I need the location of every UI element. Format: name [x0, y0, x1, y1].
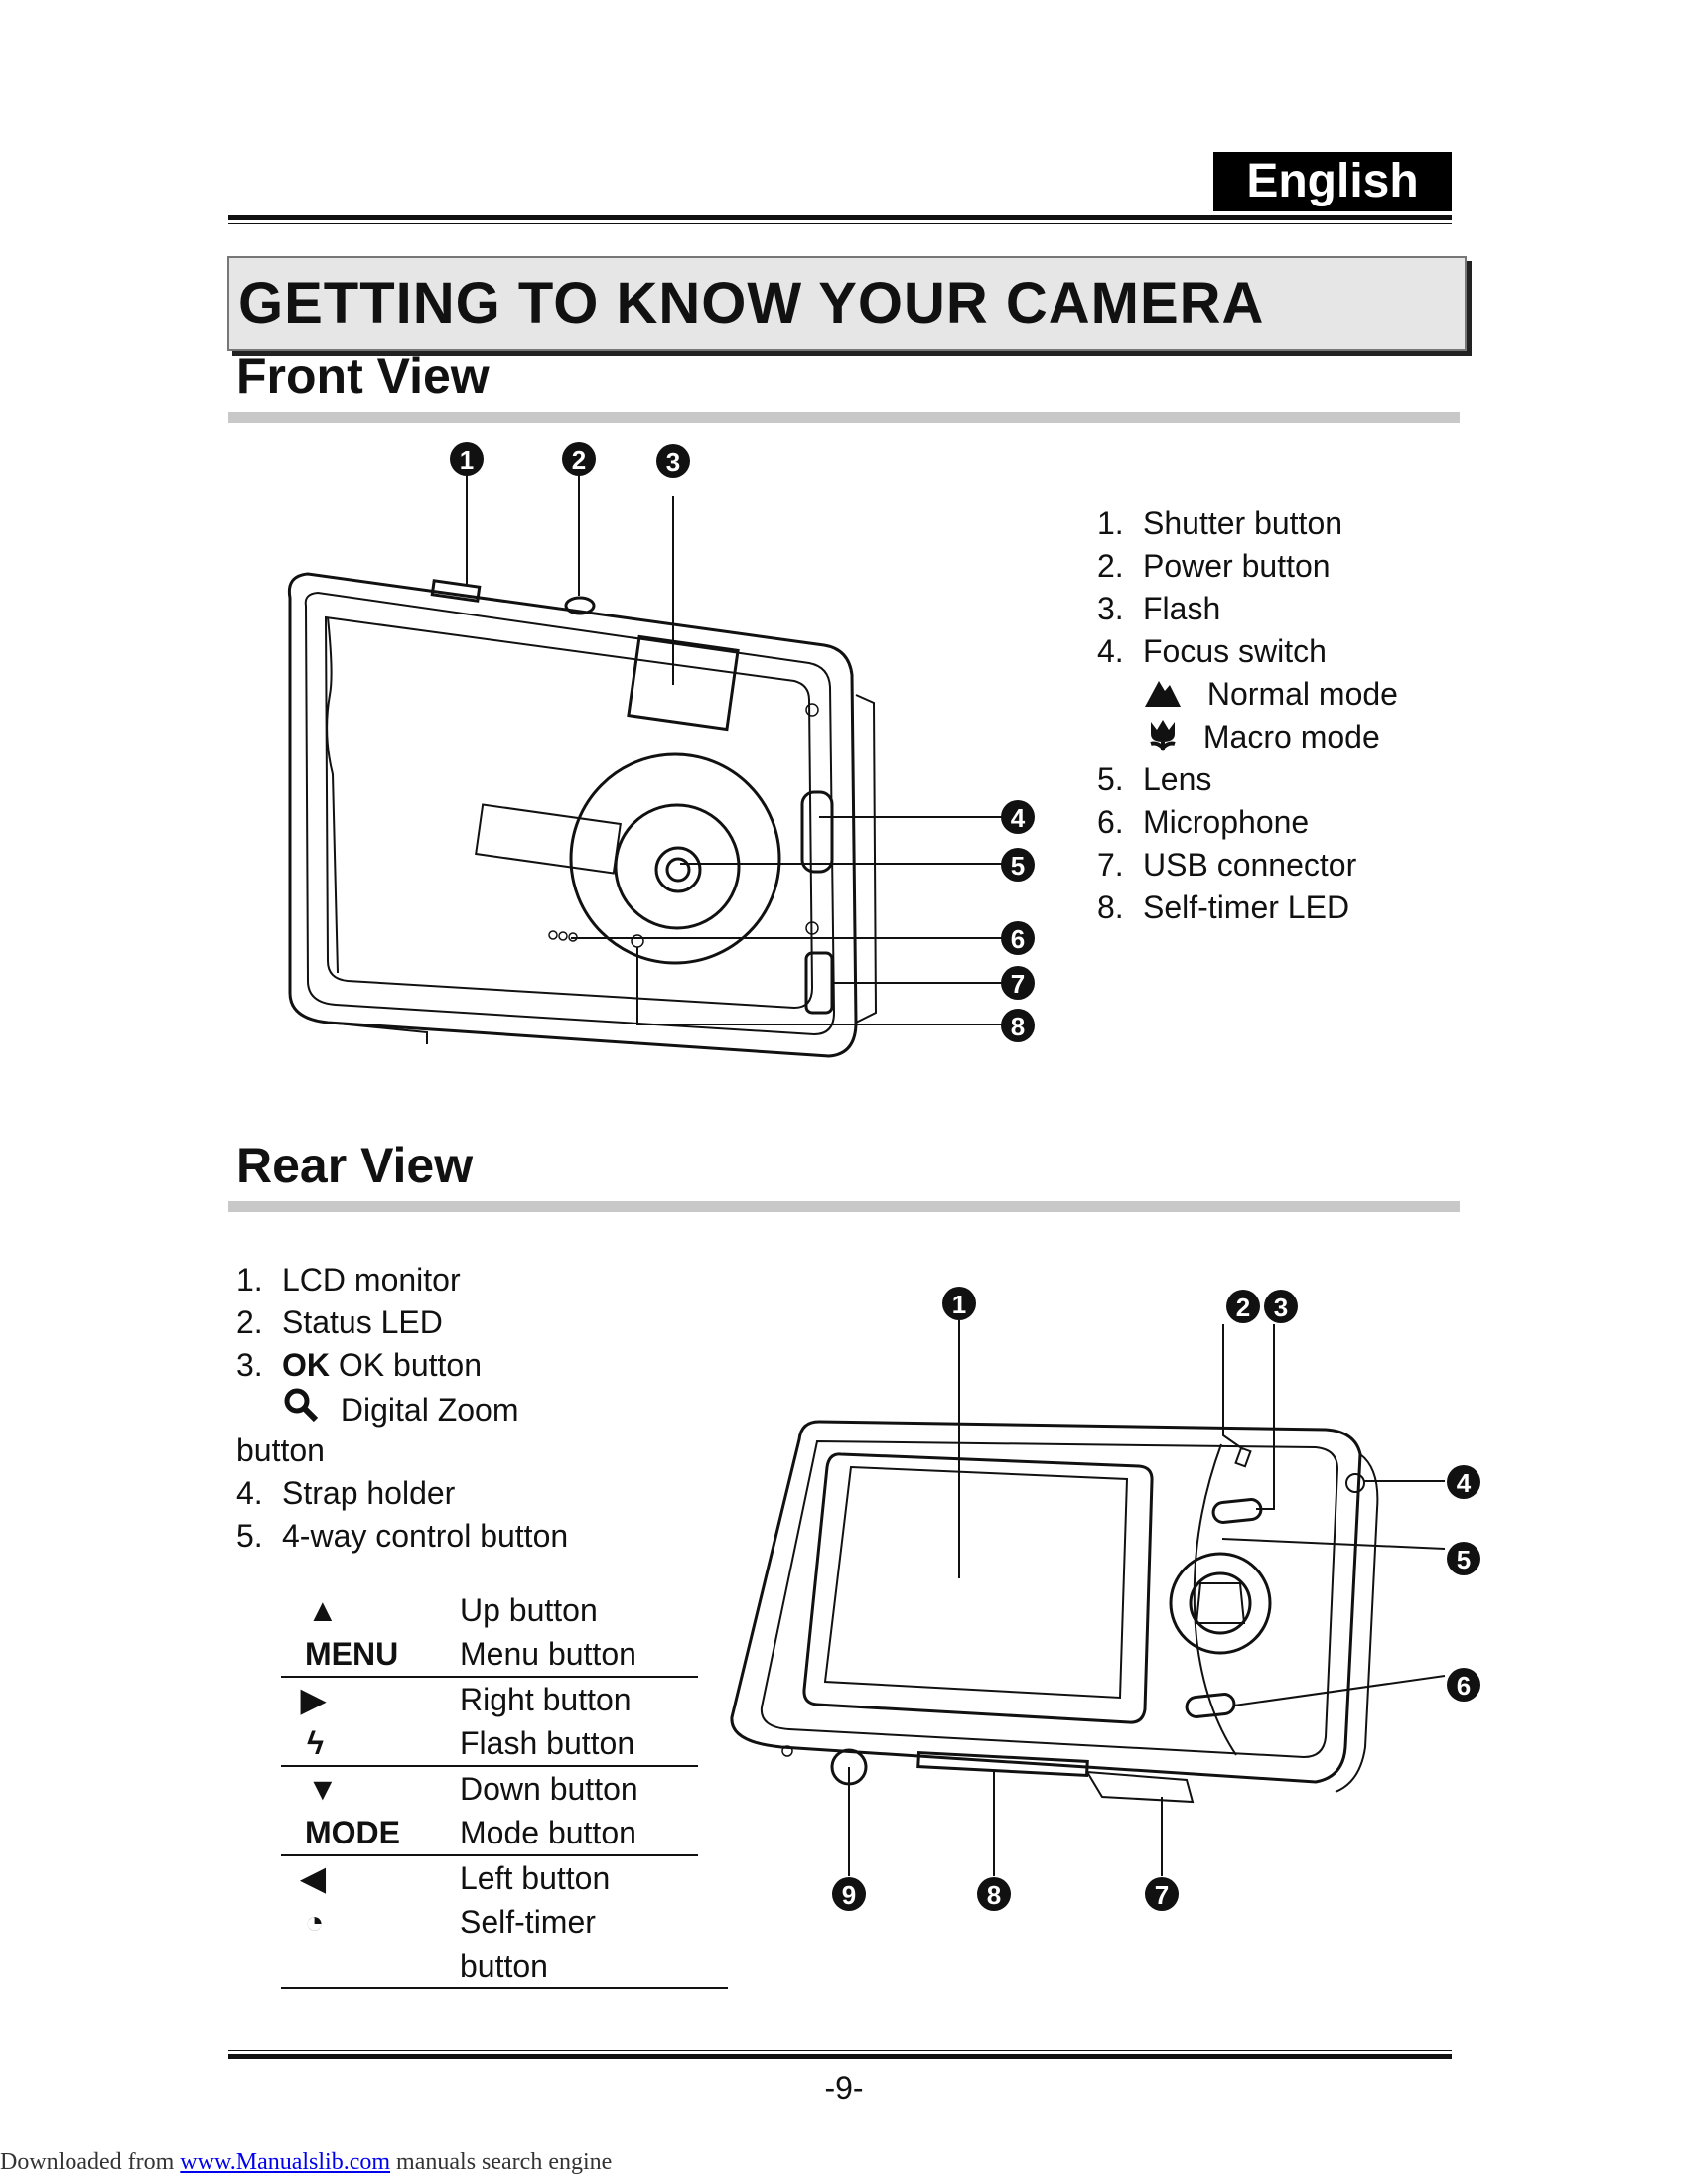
- magnifier-icon: [282, 1387, 322, 1423]
- svg-text:7: 7: [1010, 969, 1026, 999]
- list-item: 2. Status LED: [236, 1304, 443, 1340]
- footer-rule: [228, 2054, 1452, 2059]
- list-item: 3. OK OK button: [236, 1347, 482, 1383]
- control-group: [281, 1767, 698, 1856]
- list-item: 1. LCD monitor: [236, 1262, 461, 1297]
- page-number: -9-: [824, 2070, 864, 2106]
- list-item: 2. Power button: [1097, 548, 1331, 584]
- list-item: Macro mode: [1097, 716, 1398, 758]
- language-badge: English: [1213, 152, 1452, 211]
- rear-view-divider: [228, 1201, 1460, 1212]
- self-timer-icon: ◔: [305, 1904, 325, 1940]
- control-button-table: [281, 1588, 730, 1989]
- front-view-heading: Front View: [236, 348, 490, 404]
- control-row: ◀ Left button: [281, 1856, 728, 1900]
- svg-text:2: 2: [571, 445, 587, 475]
- svg-text:8: 8: [986, 1880, 1002, 1910]
- flower-icon: [1143, 718, 1183, 751]
- footer-rule-thin: [228, 2050, 1452, 2051]
- svg-text:3: 3: [665, 447, 681, 477]
- list-item: Digital Zoom: [236, 1387, 568, 1430]
- left-triangle-icon: ◀: [301, 1860, 326, 1896]
- svg-text:9: 9: [841, 1880, 857, 1910]
- svg-text:5: 5: [1456, 1545, 1472, 1574]
- control-row: MODE Mode button: [305, 1815, 636, 1850]
- list-item: 4. Focus switch: [1097, 633, 1327, 669]
- list-item: 4. Strap holder: [236, 1475, 456, 1511]
- front-view-list: [1097, 502, 1398, 929]
- front-view-divider: [228, 412, 1460, 423]
- list-item: 6. Microphone: [1097, 804, 1310, 840]
- list-item: 3. Flash: [1097, 591, 1221, 626]
- control-row: ◔ Self-timer: [281, 1900, 728, 1944]
- svg-text:2: 2: [1235, 1293, 1251, 1322]
- svg-text:4: 4: [1010, 803, 1026, 833]
- rear-view-list: [236, 1259, 568, 1558]
- front-callouts: [450, 442, 1035, 1042]
- flash-icon: ϟ: [307, 1725, 324, 1761]
- rear-view-diagram: [720, 1281, 1494, 1916]
- control-group: [281, 1678, 698, 1767]
- list-item: 7. USB connector: [1097, 847, 1357, 883]
- down-triangle-icon: ▼: [307, 1771, 339, 1807]
- list-item: button: [236, 1433, 325, 1468]
- manualslib-link[interactable]: www.Manualslib.com: [180, 2149, 391, 2175]
- front-view-diagram: [268, 437, 1062, 1072]
- svg-text:5: 5: [1010, 851, 1026, 881]
- svg-text:1: 1: [951, 1290, 967, 1319]
- svg-text:3: 3: [1273, 1293, 1289, 1322]
- svg-text:1: 1: [459, 445, 475, 475]
- svg-text:7: 7: [1154, 1880, 1170, 1910]
- header-rule-thin: [228, 223, 1452, 224]
- control-row: button: [460, 1948, 548, 1983]
- right-triangle-icon: ▶: [301, 1682, 326, 1717]
- header-rule: [228, 215, 1452, 220]
- rear-view-heading: Rear View: [236, 1138, 474, 1193]
- svg-text:4: 4: [1456, 1468, 1472, 1498]
- list-item: 5. Lens: [1097, 761, 1212, 797]
- list-item: Normal mode: [1097, 673, 1398, 716]
- up-triangle-icon: ▲: [307, 1592, 339, 1628]
- control-row: ▲ Up button: [281, 1588, 698, 1632]
- svg-text:6: 6: [1010, 924, 1026, 954]
- download-footer: Downloaded from www.Manualslib.com manuals search engine: [0, 2149, 613, 2175]
- svg-text:8: 8: [1010, 1012, 1026, 1041]
- control-row: MENU Menu button: [305, 1636, 636, 1672]
- control-row: ▼ Down button: [281, 1767, 698, 1811]
- svg-text:6: 6: [1456, 1671, 1472, 1701]
- list-item: 8. Self-timer LED: [1097, 889, 1350, 925]
- rear-callouts: [832, 1287, 1480, 1911]
- mountain-icon: [1143, 675, 1183, 709]
- control-row: ▶ Right button: [281, 1678, 698, 1721]
- list-item: 5. 4-way control button: [236, 1518, 569, 1554]
- list-item: 1. Shutter button: [1097, 505, 1343, 541]
- control-group: [281, 1588, 698, 1678]
- page-title: GETTING TO KNOW YOUR CAMERA: [238, 271, 1265, 336]
- control-group: [281, 1856, 728, 1989]
- control-row: ϟ Flash button: [281, 1721, 698, 1765]
